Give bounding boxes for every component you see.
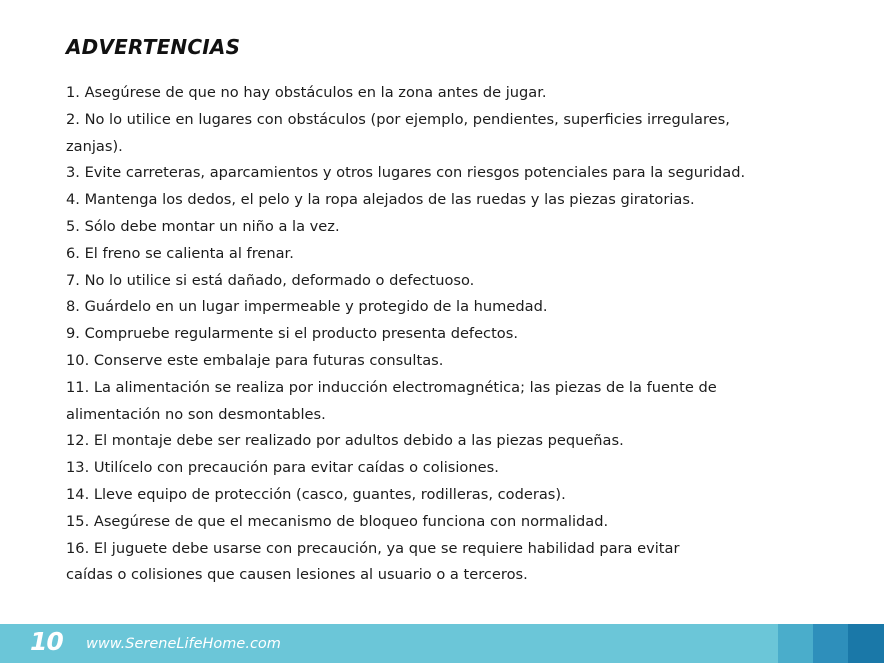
warnings-list [66,80,856,589]
warning-text: 8. Guárdelo en un lugar impermeable y protegido de la humedad. [66,298,548,316]
warning-text: 4. Mantenga los dedos, el pelo y la ropa alejados de las ruedas y las piezas giratorias. [66,191,695,209]
warning-item [66,214,856,241]
warning-item [66,294,856,321]
warning-item [66,509,856,536]
footer-accent-block [813,624,848,663]
warning-text: 6. El freno se calienta al frenar. [66,244,294,262]
warning-item [66,348,856,375]
warning-text: caídas o colisiones que causen lesiones al usuario o a terceros. [66,566,528,584]
warning-text: alimentación no son desmontables. [66,405,326,423]
warning-text: 16. El juguete debe usarse con precaución, ya que se requiere habilidad para evitar [66,539,680,557]
warning-item [66,482,856,509]
warning-text: zanjas). [66,137,123,155]
warning-text: 9. Compruebe regularmente si el producto presenta defectos. [66,325,518,343]
warning-item [66,455,856,482]
warning-text: 14. Lleve equipo de protección (casco, guantes, rodilleras, coderas). [66,485,566,503]
warning-text: 12. El montaje debe ser realizado por adultos debido a las piezas pequeñas. [66,432,624,450]
warning-item [66,80,856,107]
warning-item [66,160,856,187]
warning-item [66,375,856,429]
warning-item [66,268,856,295]
warning-text: 2. No lo utilice en lugares con obstáculos (por ejemplo, pendientes, superficies irregulares, [66,110,730,128]
warning-item [66,428,856,455]
warning-item [66,187,856,214]
warning-text: 7. No lo utilice si está dañado, deformado o defectuoso. [66,271,475,289]
warning-text: 1. Asegúrese de que no hay obstáculos en la zona antes de jugar. [66,84,547,101]
footer-accent-block [848,624,884,663]
page-number: 10 [30,627,63,656]
website-url: www.SereneLifeHome.com [86,636,281,652]
warning-text: 13. Utilícelo con precaución para evitar caídas o colisiones. [66,459,499,477]
warning-text: 11. La alimentación se realiza por inducción electromagnética; las piezas de la fuente de [66,378,717,396]
warning-item [66,107,856,161]
warning-text: 5. Sólo debe montar un niño a la vez. [66,217,340,235]
page-title: ADVERTENCIAS [66,35,241,59]
footer-accent-block [778,624,813,663]
footer-bar [0,624,884,663]
warning-item [66,241,856,268]
warning-item [66,536,856,590]
warning-text: 10. Conserve este embalaje para futuras consultas. [66,351,444,369]
warning-text: 3. Evite carreteras, aparcamientos y otros lugares con riesgos potenciales para la seguridad. [66,164,746,182]
warning-item [66,321,856,348]
warning-text: 15. Asegúrese de que el mecanismo de bloqueo funciona con normalidad. [66,512,609,530]
